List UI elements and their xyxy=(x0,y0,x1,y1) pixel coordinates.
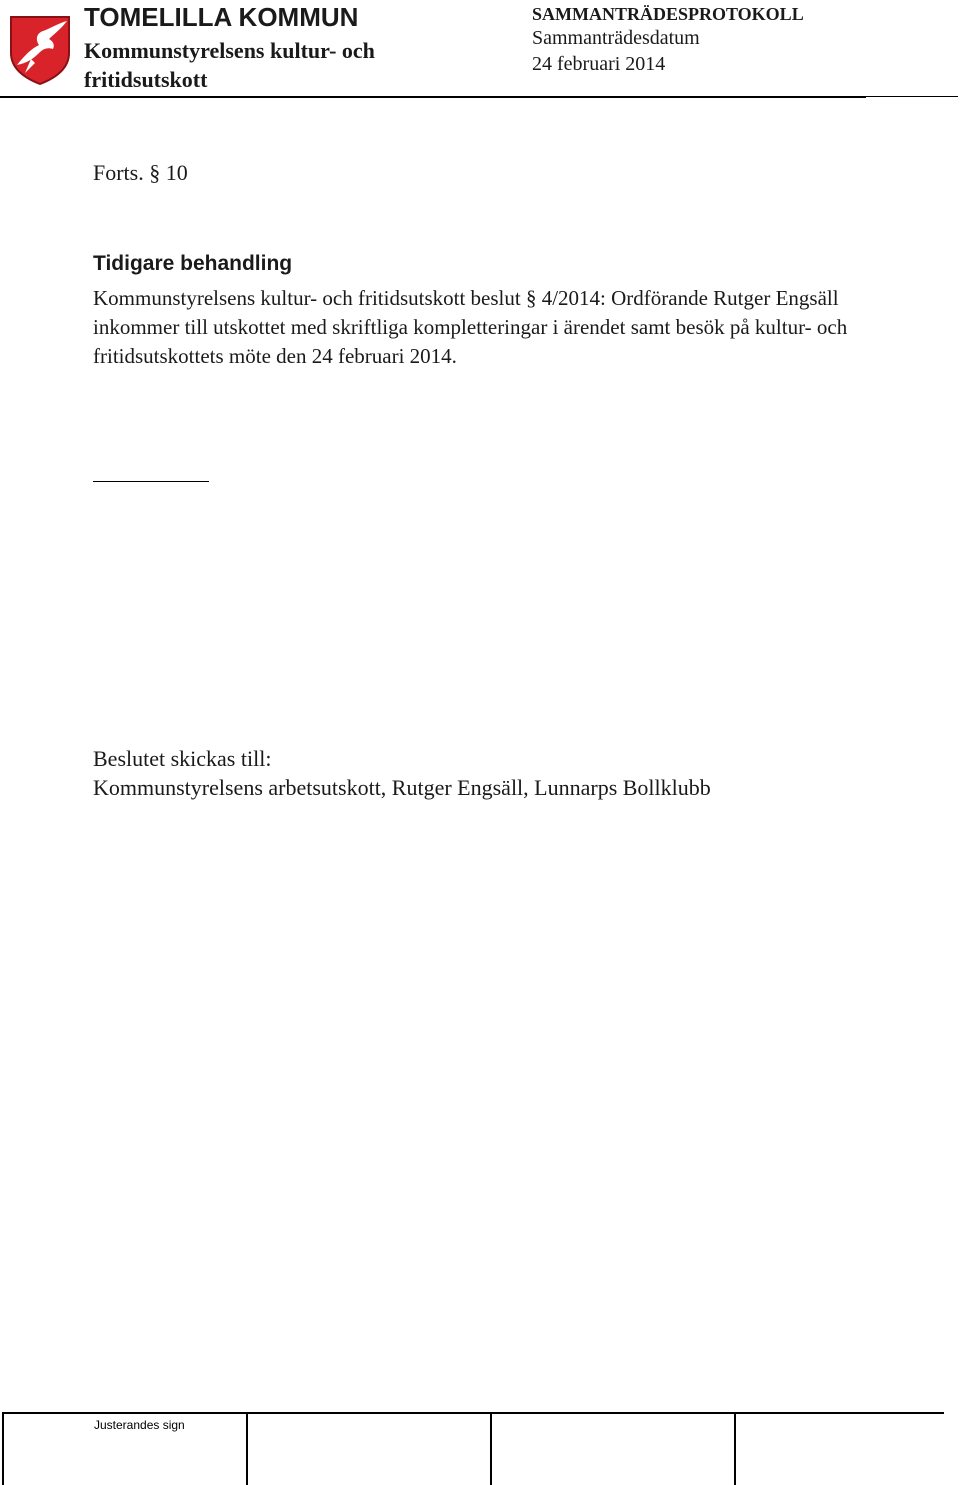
signature-footer xyxy=(2,1412,944,1485)
distribution-label: Beslutet skickas till: xyxy=(93,746,272,771)
distribution-recipients: Kommunstyrelsens arbetsutskott, Rutger Engsäll, Lunnarps Bollklubb xyxy=(93,775,711,800)
meeting-date-value: 24 februari 2014 xyxy=(532,53,666,75)
continuation-marker: Forts. § 10 xyxy=(93,160,188,185)
coat-of-arms-icon xyxy=(9,15,71,85)
header-divider-inner xyxy=(0,97,866,98)
signature-cell-2 xyxy=(246,1414,492,1485)
document-type: SAMMANTRÄDESPROTOKOLL xyxy=(532,4,804,24)
organization-unit: Kommunstyrelsens kultur- och fritidsutskott xyxy=(84,38,375,92)
signature-cell-3 xyxy=(490,1414,736,1485)
signature-cell-4 xyxy=(734,1414,944,1485)
signature-label: Justerandes sign xyxy=(94,1418,185,1432)
organization-name: TOMELILLA KOMMUN xyxy=(84,2,359,32)
signature-cell-1 xyxy=(2,1414,248,1485)
meeting-date-label: Sammanträdesdatum xyxy=(532,27,700,49)
body-paragraph: Kommunstyrelsens kultur- och fritidsutskott beslut § 4/2014: Ordförande Rutger Engsäll inkommer till utskottet med skriftliga kompletteringar i ärendet samt besök på kultur- och fritidsutskottets möte den 24 februari 2014. xyxy=(93,286,848,368)
distribution-block xyxy=(93,744,893,802)
section-end-rule xyxy=(93,481,209,482)
section-heading: Tidigare behandling xyxy=(93,252,293,275)
